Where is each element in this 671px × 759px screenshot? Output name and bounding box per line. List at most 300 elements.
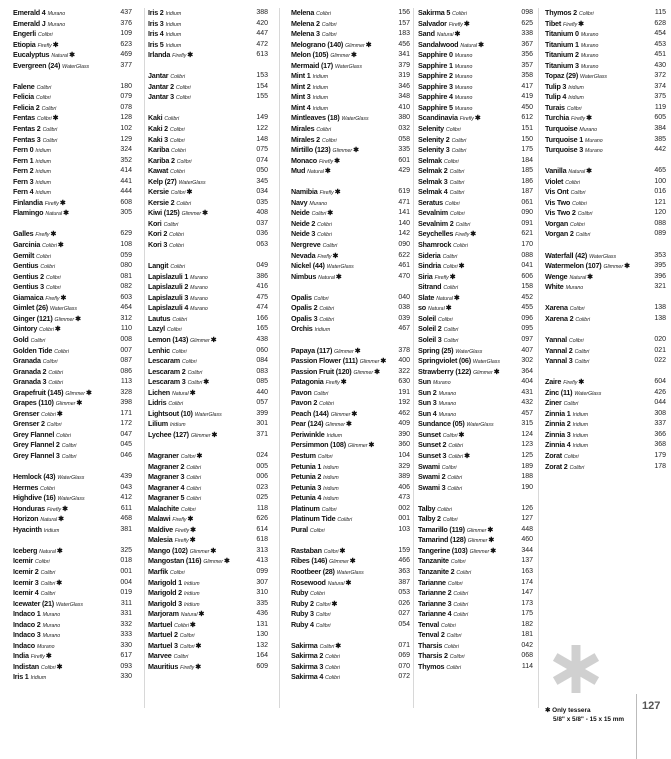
entry-series: Glimmer [345, 42, 365, 49]
entry-series: Glimmer [332, 148, 353, 155]
entry-series: Natural [51, 53, 69, 60]
catalog-entry [418, 219, 533, 230]
entry-series: Murano [190, 306, 208, 313]
catalog-entry [418, 71, 533, 82]
entry-code: 050 [256, 167, 268, 175]
entry-name: Turais [545, 102, 565, 112]
star-icon: ✱ [56, 579, 63, 587]
catalog-entry [291, 8, 410, 19]
entry-name: Gold [13, 334, 29, 344]
entry-series: Iridium [35, 179, 51, 186]
entry-name: Persimmon (108) [291, 440, 346, 450]
entry-code: 179 [654, 451, 666, 459]
entry-code: 431 [521, 388, 533, 396]
entry-name: Magraner 3 [148, 472, 185, 482]
entry-code: 138 [654, 314, 666, 322]
entry-name: Tarianne [418, 577, 446, 587]
catalog-entry [291, 40, 410, 51]
entry-name: Magraner 4 [148, 482, 185, 492]
entry-name: Platinum [291, 503, 320, 513]
entry-series: Colibri [169, 243, 184, 250]
entry-code: 429 [398, 167, 410, 175]
entry-series: Colibri [173, 654, 189, 661]
entry-code: 375 [654, 93, 666, 101]
entry-name: Melena 2 [291, 18, 320, 28]
entry-name: Indaco 3 [13, 630, 41, 640]
star-icon: ✱ [334, 157, 340, 165]
entry-series: Colibri [448, 443, 464, 450]
entry-series: Murano [190, 285, 208, 292]
entry-series: Natural [39, 548, 56, 555]
catalog-entry [545, 346, 666, 357]
catalog-entry [148, 630, 268, 641]
entry-name: Petunia 3 [291, 482, 322, 492]
entry-series: Murano [579, 127, 598, 134]
entry-series: Iridium [35, 148, 51, 155]
entry-name: Wenge [545, 271, 568, 281]
entry-name: Martuel [148, 619, 173, 629]
entry-series: Firefly [180, 664, 195, 671]
entry-name: Pavon [291, 387, 312, 397]
entry-series: Colibri [444, 200, 460, 207]
entry-name: Soleil [418, 313, 436, 323]
entry-series: Colibri [170, 74, 186, 81]
catalog-entry [291, 472, 410, 483]
catalog-entry [545, 29, 666, 40]
entry-series: Colibri [442, 517, 458, 524]
entry-code: 063 [256, 241, 268, 249]
catalog-entry [545, 8, 666, 19]
entry-series: Colibri [186, 464, 202, 471]
entry-name: Vis Two 2 [545, 208, 576, 218]
entry-series: Firefly [45, 295, 60, 302]
entry-name: Iris 5 [148, 39, 164, 49]
entry-code: 470 [398, 272, 410, 280]
star-icon: ✱ [368, 442, 375, 450]
entry-name: Opalis 3 [291, 313, 318, 323]
catalog-entry [148, 504, 268, 515]
catalog-entry [418, 166, 533, 177]
catalog-entry [291, 261, 410, 272]
section-gap [148, 440, 268, 451]
entry-series: Colibri [449, 211, 465, 218]
entry-name: Sakirma [291, 640, 318, 650]
entry-series: Iridium [323, 496, 339, 503]
entry-series: Colibri [48, 369, 64, 376]
entry-series: Natural [40, 517, 58, 524]
entry-series: Firefly [325, 380, 340, 387]
catalog-entry [545, 82, 666, 93]
entry-series: Colibri [36, 84, 52, 91]
entry-series: Firefly [318, 158, 334, 165]
catalog-entry [545, 261, 666, 272]
entry-name: Selenity [418, 124, 444, 134]
entry-series: Iridium [43, 527, 60, 534]
star-icon: ✱ [76, 400, 83, 408]
catalog-entry [291, 29, 410, 40]
entry-name: Neide 2 [291, 218, 316, 228]
catalog-entry [13, 620, 132, 631]
entry-name: Sun 4 [418, 408, 437, 418]
entry-name: Icemir 4 [13, 588, 39, 598]
entry-series: Colibri [170, 190, 186, 197]
star-icon: ✱ [458, 263, 465, 271]
entry-series: Colibri [575, 316, 591, 323]
entry-series: Murano [585, 137, 603, 144]
entry-name: Lapislazuli 2 [148, 282, 189, 292]
catalog-entry [13, 61, 132, 72]
entry-series: Iridium [312, 105, 329, 112]
entry-name: Ruby 3 [291, 609, 314, 619]
catalog-entry [418, 251, 533, 262]
entry-name: Melon (105) [291, 50, 329, 60]
column-5 [545, 8, 666, 472]
entry-series: WaterGlass [57, 496, 85, 503]
entry-code: 047 [120, 430, 132, 438]
catalog-entry [545, 208, 666, 219]
entry-series: Colibri [174, 622, 189, 629]
entry-series: Firefly [35, 232, 50, 239]
entry-series: Colibri [48, 380, 64, 387]
catalog-entry [545, 135, 666, 146]
entry-code: 114 [521, 662, 533, 670]
entry-code: 366 [654, 430, 666, 438]
entry-code: 087 [120, 357, 132, 365]
catalog-entry [418, 483, 533, 494]
entry-name: Hyacinth [13, 524, 42, 534]
entry-code: 115 [654, 9, 666, 16]
star-icon: ✱ [52, 41, 59, 49]
entry-name: Waterfall (42) [545, 250, 588, 260]
catalog-entry [148, 166, 268, 177]
catalog-entry [13, 145, 132, 156]
catalog-entry [545, 113, 666, 124]
entry-name: Petunia 1 [291, 461, 322, 471]
entry-code: 175 [521, 610, 533, 618]
entry-name: Rastaban [291, 545, 322, 555]
entry-name: Peach (144) [291, 408, 329, 418]
entry-code: 468 [120, 515, 132, 523]
entry-name: Tharsis [418, 640, 443, 650]
entry-series: Colibri [442, 432, 458, 439]
entry-series: Colibri [179, 643, 195, 650]
catalog-entry [418, 240, 533, 251]
catalog-entry [545, 124, 666, 135]
entry-code: 605 [654, 114, 666, 122]
entry-code: 471 [398, 198, 410, 206]
entry-name: Ginger (121) [13, 313, 53, 323]
entry-series: Colibri [42, 137, 58, 144]
entry-series: Iridium [165, 21, 182, 28]
entry-name: Sakirma 5 [418, 8, 451, 17]
entry-code: 123 [521, 441, 533, 449]
catalog-entry [13, 493, 132, 504]
catalog-entry [148, 651, 268, 662]
entry-series: Colibri [565, 179, 580, 186]
star-icon: ✱ [54, 326, 61, 334]
catalog-entry [418, 177, 533, 188]
entry-series: Colibri [168, 401, 184, 408]
star-icon: ✱ [463, 20, 470, 28]
entry-series: Colibri [449, 654, 465, 661]
entry-code: 174 [521, 578, 533, 586]
entry-series: Colibri [186, 475, 202, 482]
entry-code: 120 [654, 209, 666, 217]
entry-code: 601 [398, 156, 410, 164]
section-gap [291, 630, 410, 641]
catalog-entry [13, 198, 132, 209]
entry-code: 473 [398, 494, 410, 502]
column-divider [279, 8, 280, 708]
star-icon: ✱ [487, 526, 494, 534]
entry-series: Colibri [451, 148, 467, 155]
entry-name: Grey Flannel 2 [13, 440, 60, 450]
catalog-entry [545, 272, 666, 283]
entry-name: Mermaid (17) [291, 60, 333, 70]
catalog-entry [148, 599, 268, 610]
catalog-entry [418, 409, 533, 420]
entry-code: 461 [398, 262, 410, 270]
entry-name: Malawi [148, 514, 171, 524]
entry-name: Martuel 2 [148, 630, 178, 640]
entry-name: Zinnia 4 [545, 440, 571, 450]
entry-name: Lescaram [148, 356, 180, 366]
catalog-entry [545, 462, 666, 473]
catalog-entry [148, 346, 268, 357]
entry-code: 185 [521, 167, 533, 175]
catalog-entry [291, 219, 410, 230]
catalog-entry [418, 388, 533, 399]
catalog-entry [291, 567, 410, 578]
catalog-entry [13, 187, 132, 198]
entry-name: India [13, 651, 29, 661]
catalog-entry [418, 272, 533, 283]
entry-name: Jantar 3 [148, 92, 174, 102]
entry-name: Tenval [418, 619, 440, 629]
entry-code: 308 [654, 409, 666, 417]
entry-code: 184 [521, 156, 533, 164]
entry-code: 085 [256, 378, 268, 386]
entry-code: 335 [256, 599, 268, 607]
entry-name: Grey Flannel 3 [13, 450, 60, 460]
entry-name: Marigold 3 [148, 598, 182, 608]
entry-name: Indaco [13, 640, 35, 650]
entry-name: Langit [148, 261, 169, 271]
entry-series: Natural [45, 211, 63, 218]
star-icon: ✱ [189, 537, 196, 545]
star-icon: ✱ [478, 41, 484, 49]
catalog-entry [148, 335, 268, 346]
entry-name: Yannal 2 [545, 345, 573, 355]
catalog-entry [13, 546, 132, 557]
entry-name: Lychee (127) [148, 429, 189, 439]
entry-code: 156 [398, 9, 410, 16]
catalog-entry [148, 588, 268, 599]
entry-code: 035 [256, 198, 268, 206]
entry-series: Colibri [443, 327, 459, 334]
entry-code: 088 [654, 219, 666, 227]
entry-code: 004 [120, 578, 132, 586]
entry-name: Sapphire 0 [418, 50, 453, 60]
entry-series: Colibri [574, 359, 590, 366]
catalog-entry [418, 303, 533, 314]
entry-series: Murano [438, 401, 457, 408]
section-gap [545, 367, 666, 378]
entry-series: Murano [309, 200, 327, 207]
entry-series: Glimmer [55, 401, 76, 408]
entry-code: 630 [398, 378, 410, 386]
section-gap [291, 177, 410, 188]
entry-code: 441 [120, 177, 132, 185]
entry-series: Colibri [171, 148, 186, 155]
entry-series: Colibri [448, 453, 464, 460]
catalog-entry [13, 630, 132, 641]
catalog-entry [148, 113, 268, 124]
entry-code: 007 [120, 346, 132, 354]
entry-name: Sand [418, 29, 435, 39]
entry-code: 181 [521, 631, 533, 639]
catalog-entry [291, 525, 410, 536]
entry-series: Colibri [452, 11, 467, 17]
entry-code: 100 [654, 177, 666, 185]
column-1 [13, 8, 132, 683]
entry-series: Firefly [30, 654, 45, 661]
entry-series: Colibri [319, 643, 335, 650]
entry-name: White [545, 282, 564, 292]
entry-code: 158 [521, 283, 533, 291]
catalog-entry [13, 156, 132, 167]
entry-series: WaterGlass [178, 179, 206, 186]
entry-code: 321 [654, 283, 666, 291]
column-4 [418, 8, 533, 672]
entry-series: Firefly [172, 517, 187, 524]
catalog-entry [418, 40, 533, 51]
entry-series: Colibri [163, 221, 179, 228]
entry-series: Iridium [572, 411, 589, 418]
catalog-entry [545, 451, 666, 462]
entry-name: Indistan [13, 661, 39, 671]
entry-series: Colibri [447, 485, 463, 492]
entry-code: 469 [120, 51, 132, 59]
entry-code: 023 [256, 483, 268, 491]
entry-code: 057 [256, 399, 268, 407]
catalog-entry [291, 620, 410, 631]
entry-series: Natural [460, 42, 478, 49]
star-icon: ✱ [586, 168, 592, 176]
entry-name: Turquoise 1 [545, 134, 584, 144]
entry-series: Colibri [315, 622, 331, 629]
entry-series: Colibri [36, 116, 52, 123]
entry-name: Soleil 3 [418, 334, 442, 344]
entry-code: 474 [256, 304, 268, 312]
column-divider [413, 8, 414, 708]
entry-series: Colibri [322, 243, 338, 250]
entry-name: Nickel (44) [291, 261, 325, 271]
entry-name: Pestum [291, 450, 316, 460]
catalog-entry [418, 346, 533, 357]
entry-code: 121 [654, 198, 666, 206]
entry-series: WaterGlass [334, 63, 362, 70]
entry-code: 086 [120, 367, 132, 375]
entry-name: Tibet [545, 18, 562, 28]
catalog-entry [148, 388, 268, 399]
catalog-entry [291, 451, 410, 462]
entry-name: Selmak 4 [418, 187, 448, 197]
entry-name: Granada 3 [13, 377, 47, 387]
entry-name: Spring (25) [418, 345, 454, 355]
column-3 [291, 8, 410, 683]
entry-series: Iridium [326, 432, 343, 439]
star-icon: ✱ [586, 115, 593, 123]
catalog-entry [418, 103, 533, 114]
entry-code: 307 [256, 578, 268, 586]
entry-name: Violet [545, 176, 564, 186]
entry-name: Tarianne 3 [418, 598, 452, 608]
entry-code: 410 [398, 103, 410, 111]
entry-series: Colibri [337, 517, 353, 524]
catalog-entry [291, 651, 410, 662]
catalog-entry [291, 641, 410, 652]
catalog-entry [545, 103, 666, 114]
entry-code: 138 [654, 304, 666, 312]
entry-code: 617 [120, 652, 132, 660]
catalog-entry [291, 546, 410, 557]
catalog-entry [291, 609, 410, 620]
entry-name: Zorat [545, 450, 562, 460]
entry-name: Sapphire 1 [418, 60, 453, 70]
entry-name: Opalis 2 [291, 303, 318, 313]
entry-name: Emerald 4 [13, 8, 46, 17]
entry-code: 175 [521, 146, 533, 154]
entry-series: Natural [436, 32, 454, 39]
entry-name: Kersie 2 [148, 197, 175, 207]
entry-code: 027 [398, 610, 410, 618]
entry-name: Lapislazuli 3 [148, 292, 189, 302]
entry-series: Colibri [317, 221, 332, 228]
entry-code: 090 [398, 241, 410, 249]
catalog-entry [545, 50, 666, 61]
entry-code: 005 [256, 462, 268, 470]
entry-name: Sundance (05) [418, 419, 465, 429]
entry-name: Tarianne 4 [418, 609, 452, 619]
catalog-entry [418, 229, 533, 240]
entry-code: 183 [398, 30, 410, 38]
entry-series: Colibri [319, 316, 335, 323]
entry-series: Colibri [315, 601, 331, 608]
star-icon: ✱ [334, 189, 341, 197]
entry-name: Pavon 2 [291, 398, 318, 408]
entry-series: Murano [438, 390, 457, 397]
catalog-entry [418, 651, 533, 662]
entry-code: 447 [256, 30, 268, 38]
column-divider [144, 8, 145, 708]
entry-series: Colibri [577, 211, 593, 218]
entry-name: Ziner [545, 398, 562, 408]
entry-series: Natural [307, 169, 324, 176]
entry-series: Firefly [319, 190, 334, 197]
entry-series: Iridium [572, 432, 589, 439]
entry-code: 044 [654, 399, 666, 407]
entry-name: Zorat 2 [545, 461, 568, 471]
entry-code: 385 [654, 135, 666, 143]
catalog-entry [13, 367, 132, 378]
catalog-entry [418, 662, 533, 673]
catalog-entry [291, 672, 410, 683]
catalog-entry [148, 546, 268, 557]
section-gap [291, 282, 410, 293]
entry-series: Natural [318, 274, 335, 281]
star-icon: ✱ [578, 20, 585, 28]
